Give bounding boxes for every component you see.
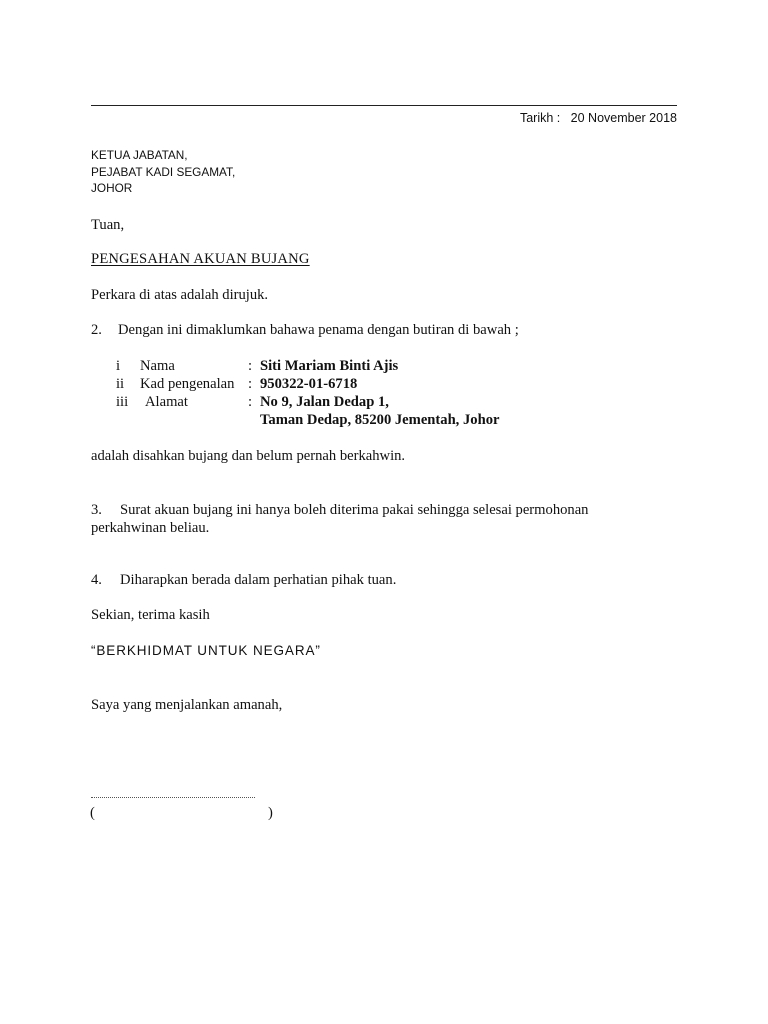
detail-sep-3: : bbox=[248, 394, 253, 410]
detail-value-address: No 9, Jalan Dedap 1, bbox=[260, 394, 389, 410]
para3-text-line1: Surat akuan bujang ini hanya boleh diterima pakai sehingga selesai permohonan bbox=[120, 502, 589, 518]
para4-text: Diharapkan berada dalam perhatian pihak tuan. bbox=[120, 572, 397, 588]
signature-close-paren: ) bbox=[268, 805, 273, 821]
closing-line: Sekian, terima kasih bbox=[91, 607, 210, 623]
para3-number: 3. bbox=[91, 502, 102, 518]
reference-line: Perkara di atas adalah dirujuk. bbox=[91, 287, 269, 303]
motto: “BERKHIDMAT UNTUK NEGARA” bbox=[91, 643, 321, 658]
signature-open-paren: ( bbox=[90, 805, 95, 821]
subject-heading: PENGESAHAN AKUAN BUJANG bbox=[91, 251, 310, 267]
detail-value-ic: 950322-01-6718 bbox=[260, 376, 358, 392]
detail-label-ic: Kad pengenalan bbox=[140, 376, 235, 392]
detail-value-address-cont: Taman Dedap, 85200 Jementah, Johor bbox=[260, 412, 500, 428]
date-value: 20 November 2018 bbox=[570, 111, 677, 125]
para4-number: 4. bbox=[91, 572, 102, 588]
confirmation-text: adalah disahkan bujang dan belum pernah berkahwin. bbox=[91, 448, 406, 464]
detail-numeral-2: ii bbox=[116, 376, 125, 392]
detail-sep-1: : bbox=[248, 358, 253, 374]
recipient-line-3: JOHOR bbox=[91, 181, 133, 195]
date-line bbox=[520, 110, 677, 126]
signature-line bbox=[91, 797, 255, 798]
recipient-line-1: KETUA JABATAN, bbox=[91, 148, 188, 162]
detail-numeral-3: iii bbox=[116, 394, 129, 410]
detail-value-name: Siti Mariam Binti Ajis bbox=[260, 358, 399, 374]
date-label: Tarikh : bbox=[519, 111, 561, 125]
detail-sep-2: : bbox=[248, 376, 253, 392]
trust-line: Saya yang menjalankan amanah, bbox=[91, 697, 283, 713]
salutation: Tuan, bbox=[91, 217, 125, 233]
para2-number: 2. bbox=[91, 322, 102, 338]
detail-label-address: Alamat bbox=[145, 394, 188, 410]
detail-numeral-1: i bbox=[116, 358, 121, 374]
header-rule bbox=[91, 105, 677, 106]
para2-text: Dengan ini dimaklumkan bahawa penama dengan butiran di bawah ; bbox=[118, 322, 519, 338]
recipient-line-2: PEJABAT KADI SEGAMAT, bbox=[91, 165, 236, 179]
detail-label-name: Nama bbox=[140, 358, 175, 374]
para3-text-line2: perkahwinan beliau. bbox=[91, 520, 210, 536]
